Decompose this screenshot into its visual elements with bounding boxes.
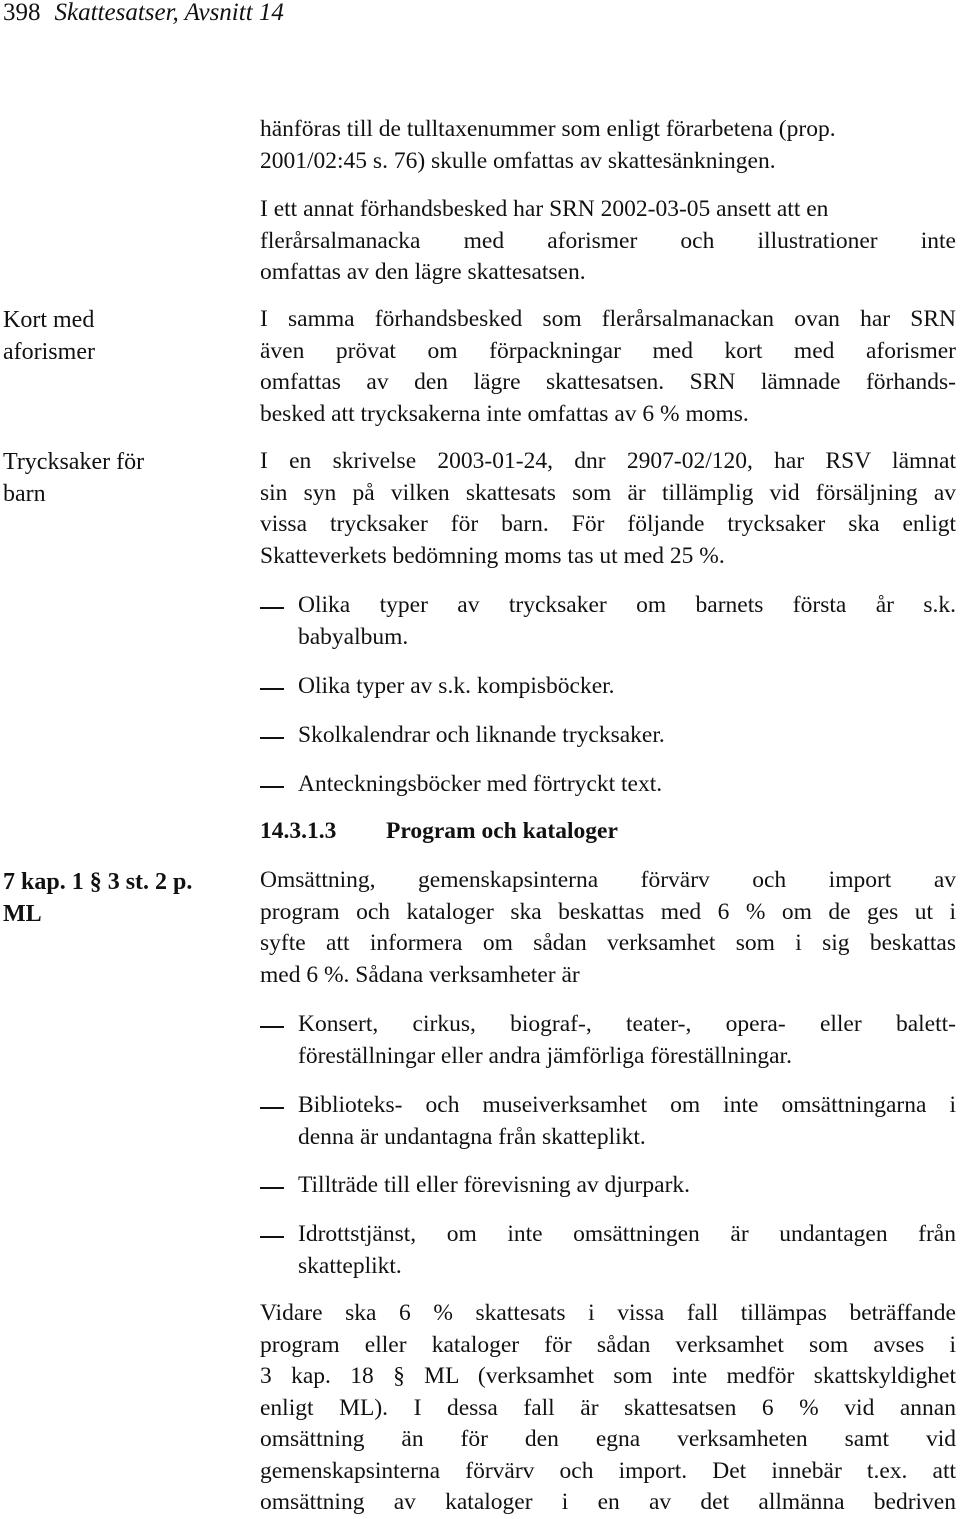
text-line: program och kataloger ska beskattas med 6 % om de ges ut i — [260, 898, 956, 925]
text-line: Vidare ska 6 % skattesats i vissa fall tillämpas beträffande — [260, 1300, 956, 1326]
text-line: enligt ML). I dessa fall är skattesatsen 6 % vid annan — [260, 1394, 956, 1421]
text-line: program eller kataloger för sådan verksamhet som avses i — [260, 1331, 956, 1358]
section-title: Program och kataloger — [386, 818, 618, 844]
dash-bullet — [260, 688, 284, 690]
list-item — [260, 720, 956, 752]
text-line: även prövat om förpackningar med kort med aforismer — [260, 337, 956, 364]
text-line: Skatteverkets bedömning moms tas ut med 25 %. — [260, 542, 725, 569]
text-line: skatteplikt. — [298, 1252, 402, 1279]
margin-note-line: 7 kap. 1 § 3 st. 2 p. — [3, 869, 193, 895]
page-header — [3, 0, 284, 26]
paragraph — [260, 865, 956, 991]
list-item — [260, 1170, 956, 1202]
text-line: Olika typer av s.k. kompisböcker. — [298, 673, 615, 699]
text-line: omfattas av den lägre skattesatsen. — [260, 259, 586, 285]
text-line: 3 kap. 18 § ML (verksamhet som inte medför skattskyldighet — [260, 1363, 956, 1389]
text-line: Tillträde till eller förevisning av djurpark. — [298, 1172, 691, 1198]
text-line: 2001/02:45 s. 76) skulle omfattas av skattesänkningen. — [260, 147, 776, 174]
dash-bullet — [260, 786, 284, 788]
dash-bullet — [260, 1026, 284, 1028]
list-item — [260, 1090, 956, 1153]
text-line: besked att trycksakerna inte omfattas av 6 % moms. — [260, 400, 749, 427]
margin-note-line: barn — [3, 481, 46, 507]
text-line: Konsert, cirkus, biograf-, teater-, opera- eller balett- — [298, 1011, 956, 1037]
page-number: 398 — [3, 0, 41, 26]
margin-note-line: Kort med — [3, 307, 95, 333]
text-line: omfattas av den lägre skattesatsen. SRN lämnade förhands- — [260, 369, 956, 395]
text-line: Olika typer av trycksaker om barnets första år s.k. — [298, 592, 956, 618]
text-line: Skolkalendrar och liknande trycksaker. — [298, 722, 665, 748]
text-line: I samma förhandsbesked som flerårsalmanackan ovan har SRN — [260, 306, 956, 332]
text-line: I ett annat förhandsbesked har SRN 2002-03-05 ansett att en — [260, 196, 829, 222]
text-line: flerårsalmanacka med aforismer och illustrationer inte — [260, 227, 956, 254]
text-line: syfte att informera om sådan verksamhet som i sig beskattas — [260, 930, 956, 956]
text-line: omsättning av kataloger i en av det allmänna bedriven — [260, 1489, 956, 1515]
section-number: 14.3.1.3 — [260, 818, 337, 844]
text-line: I en skrivelse 2003-01-24, dnr 2907-02/120, har RSV lämnat — [260, 448, 956, 474]
list-item — [260, 590, 956, 653]
list-item — [260, 1219, 956, 1282]
text-line: denna är undantagna från skatteplikt. — [298, 1123, 646, 1150]
paragraph — [260, 194, 956, 289]
dash-bullet — [260, 607, 284, 609]
text-line: föreställningar eller andra jämförliga föreställningar. — [298, 1042, 792, 1069]
text-line: Idrottstjänst, om inte omsättningen är undantagen från — [298, 1221, 956, 1247]
text-line: gemenskapsinterna förvärv och import. Det innebär t.ex. att — [260, 1457, 956, 1484]
section-heading — [260, 816, 956, 848]
dash-bullet — [260, 1236, 284, 1238]
list-item — [260, 1009, 956, 1072]
margin-note-trycksaker-for-barn — [3, 446, 144, 510]
paragraph — [260, 1298, 956, 1519]
margin-note-law-reference — [3, 866, 192, 930]
dash-bullet — [260, 1187, 284, 1189]
paragraph — [260, 446, 956, 572]
margin-note-kort-med-aforismer — [3, 304, 95, 368]
margin-note-line: aforismer — [3, 339, 95, 365]
text-line: sin syn på vilken skattesats som är tillämplig vid försäljning av — [260, 479, 956, 506]
dash-bullet — [260, 1107, 284, 1109]
dash-bullet — [260, 737, 284, 739]
text-line: Anteckningsböcker med förtryckt text. — [298, 771, 663, 797]
text-line: babyalbum. — [298, 623, 409, 650]
text-line: omsättning än för den egna verksamheten samt vid — [260, 1426, 956, 1452]
margin-note-line: Trycksaker för — [3, 449, 145, 475]
paragraph — [260, 304, 956, 430]
list-item — [260, 769, 956, 801]
text-line: hänföras till de tulltaxenummer som enligt förarbetena (prop. — [260, 116, 836, 142]
page-header-title: Skattesatser, Avsnitt 14 — [54, 0, 284, 26]
text-line: vissa trycksaker för barn. För följande trycksaker ska enligt — [260, 511, 956, 537]
text-line: Omsättning, gemenskapsinterna förvärv och import av — [260, 867, 956, 893]
paragraph — [260, 114, 956, 177]
text-line: Biblioteks- och museiverksamhet om inte omsättningarna i — [298, 1092, 956, 1118]
text-line: med 6 %. Sådana verksamheter är — [260, 961, 580, 988]
margin-note-line: ML — [3, 901, 42, 927]
list-item — [260, 671, 956, 703]
